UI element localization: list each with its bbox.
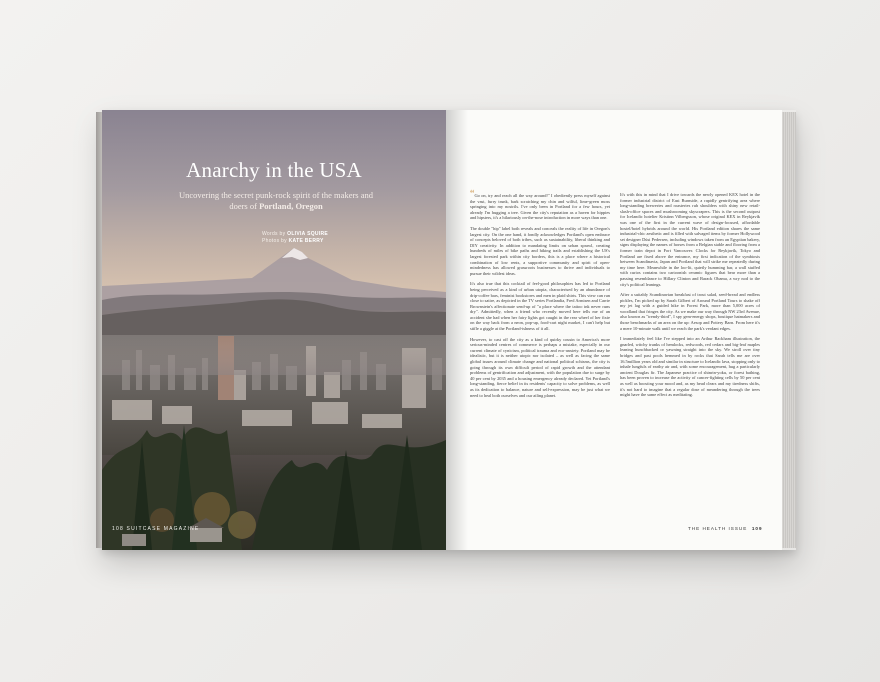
subtitle-text: Uncovering the secret punk-rock spirit of the makers and doers of <box>178 190 374 211</box>
paragraph: The double "hip" label both reveals and conceals the reality of life in Oregon's largest city. On the one hand, it fondly acknowledges Portland's open embrace of concepts beloved of both tribes, such as sustainability, liberal thinking and DIY creativity. In addition to mandating limits on urban sprawl, creating hundreds of miles of bike paths and hiking trails and establishing the US's largest forested park within city borders, this is a place where a historical combination of low rents, a supportive community and spirit of open-mindedness has allowed grassroots businesses to thrive and individuals to pursue their wildest ideas. <box>470 225 610 276</box>
article-title: Anarchy in the USA <box>186 158 362 182</box>
magazine-spread <box>102 110 796 550</box>
credit-photos-name: KATE BERRY <box>288 238 324 244</box>
paragraph: After a suitably Scandinavian breakfast of trout salad, seed-bread and endless pickles, I'm picked up by Sarah Gilbert of Around Portland Tours to shake off my jet lag with a guided hike in Forest Park, more than 5,000 acres of woodland that fringes the city. As we make our way through NW 23rd Avenue, also known as "trendy-third", I spy gem-energy shops, boutique hatmakers and those benchmarks of an area on the up: Aesop and Pottery Barn. From here it's a mere 10-minute walk until we reach the park's verdant edges. <box>620 292 760 331</box>
paragraph: However, to cast off the city as a kind of quirky cousin to America's more serious-minded centres of commerce is perhaps a mistake, especially in our current climate of cynicism, political trauma and eco-anxiety. Portland may be idealistic, but it is neither utopic nor isolated – as well as facing the same global issues around climate change and national political schisms, the city is going through its own difficult period of rapid growth and the attendant problems of gentrification and adjustment, with the population due to surge by 40 per cent by 2035 and a housing emergency already declared. Yet Portland's long-standing, fierce belief in its residents' capacity to solve problems, as well as its dedication to balance, nature and self-expression, may be just what we need to heal both ourselves and our ailing planet. <box>470 336 610 398</box>
right-page <box>446 110 782 550</box>
paragraph: I immediately feel like I've stepped into an Arthur Rackham illustration, the gnarled, witchy trunks of hemlocks, redwoods, red cedars and big-leaf maples leaning hunchbacked or yawning straight into the sky. We stroll over tiny bridges and past pools hemmed in by rocks that Sarah tells me are over 16.5million years old and similar in structure to Icelandic lava, stopping only to inhale lungfuls of earthy air and, with some encouragement, hug a particularly ancient Douglas fir. The Japanese practice of shinrin-yoku, or forest bathing, has been proven to increase the activity of cancer-fighting cells by 50 per cent as well as boosting your mood and, as my head clears and my tiredness shifts, it's not hard to imagine that a regular dose of meandering through the trees might have the same effect as meditating. <box>620 336 760 398</box>
dropcap-quote: “ <box>470 189 475 200</box>
left-folio: 108 SUITCASE MAGAZINE <box>112 526 200 532</box>
article-column-2 <box>620 192 760 403</box>
right-folio <box>688 526 763 531</box>
right-folio-label: THE HEALTH ISSUE <box>688 526 748 531</box>
right-folio-page: 109 <box>751 526 763 531</box>
paragraph <box>470 189 610 221</box>
spine-gutter-shadow <box>446 110 468 550</box>
article-column-1 <box>470 189 610 403</box>
credit-words <box>262 231 328 237</box>
paragraph: It's also true that this cocktail of feel-good philosophies has led to Portland being perceived as a kind of urban utopia, characterised by an abundance of drip-coffee bars, feminist bookstores and men in plaid shirts. This view can run close to satire, as depicted in the TV series Portlandia, Fred Armisen and Carrie Brownstein's affectionate send-up of "a place where the tattoo ink never runs dry". Admittedly, when a friend who recently moved here tells me of an accident she had when her fairy lights got caught in the rear wheel of her fixie on the way back from a neon, pop-up, food-cart night market, I can't help but stifle a giggle at the Portland-ishness of it all. <box>470 281 610 332</box>
credit-words-name: OLIVIA SQUIRE <box>287 231 329 237</box>
subtitle-location: Portland, Oregon <box>259 201 323 211</box>
credit-photos-prefix: Photos by <box>262 238 289 244</box>
article-subtitle <box>176 190 376 212</box>
left-page-photo <box>102 110 446 550</box>
paragraph: It's with this in mind that I drive towards the newly opened KEX hotel in the former industrial district of East Burnside, a rapidly gentrifying area where long-standing breweries and roasteries rub shoulders with shiny new retail-slash-office spaces and mushrooming skyscrapers. This is the second outpost for Icelandic hotelier Kristinn Vilbergsson, whose original KEX in Reykjavík was one of the first in the current wave of design-focused, affordable hostel/hotel hybrids around the world. His Portland edition shares the same industrial-chic aesthetic and is filled with salvaged items by former Hollywood set designer Dúsi Pedersen, including windows taken from an Egyptian bakery, signs displaying the names of horses from a Belgian stable and flooring from a former train depot in Fort Vancouver. Clocks for Reykjavík, Tokyo and Portland are fixed above the entrance, my first indication of the symbiosis between Scandinavia, Japan and Portland that will strike me repeatedly during my time here. Meanwhile in the loo-lit, quietly humming bar, a wall stuffed with curios contains two cartoonish ceramic figures that bear more than a passing resemblance to Hillary Clinton and Barack Obama, a wry nod to the city's political leanings. <box>620 192 760 287</box>
paragraph-text: Go on, try and reach all the way around!" I obediently press myself against the vast, furry trunk, bark scratching my chin and wilful, lime-green moss springing into my nostrils. I've only been in Portland for a few hours, yet already I'm hugging a tree. Given the city's reputation as a haven for hippies and hipsters, it's a hilariously on-the-nose introduction in more ways than one. <box>470 193 610 221</box>
credit-photos <box>262 238 324 244</box>
credit-words-prefix: Words by <box>262 231 288 237</box>
page-stack-edge <box>782 112 796 548</box>
